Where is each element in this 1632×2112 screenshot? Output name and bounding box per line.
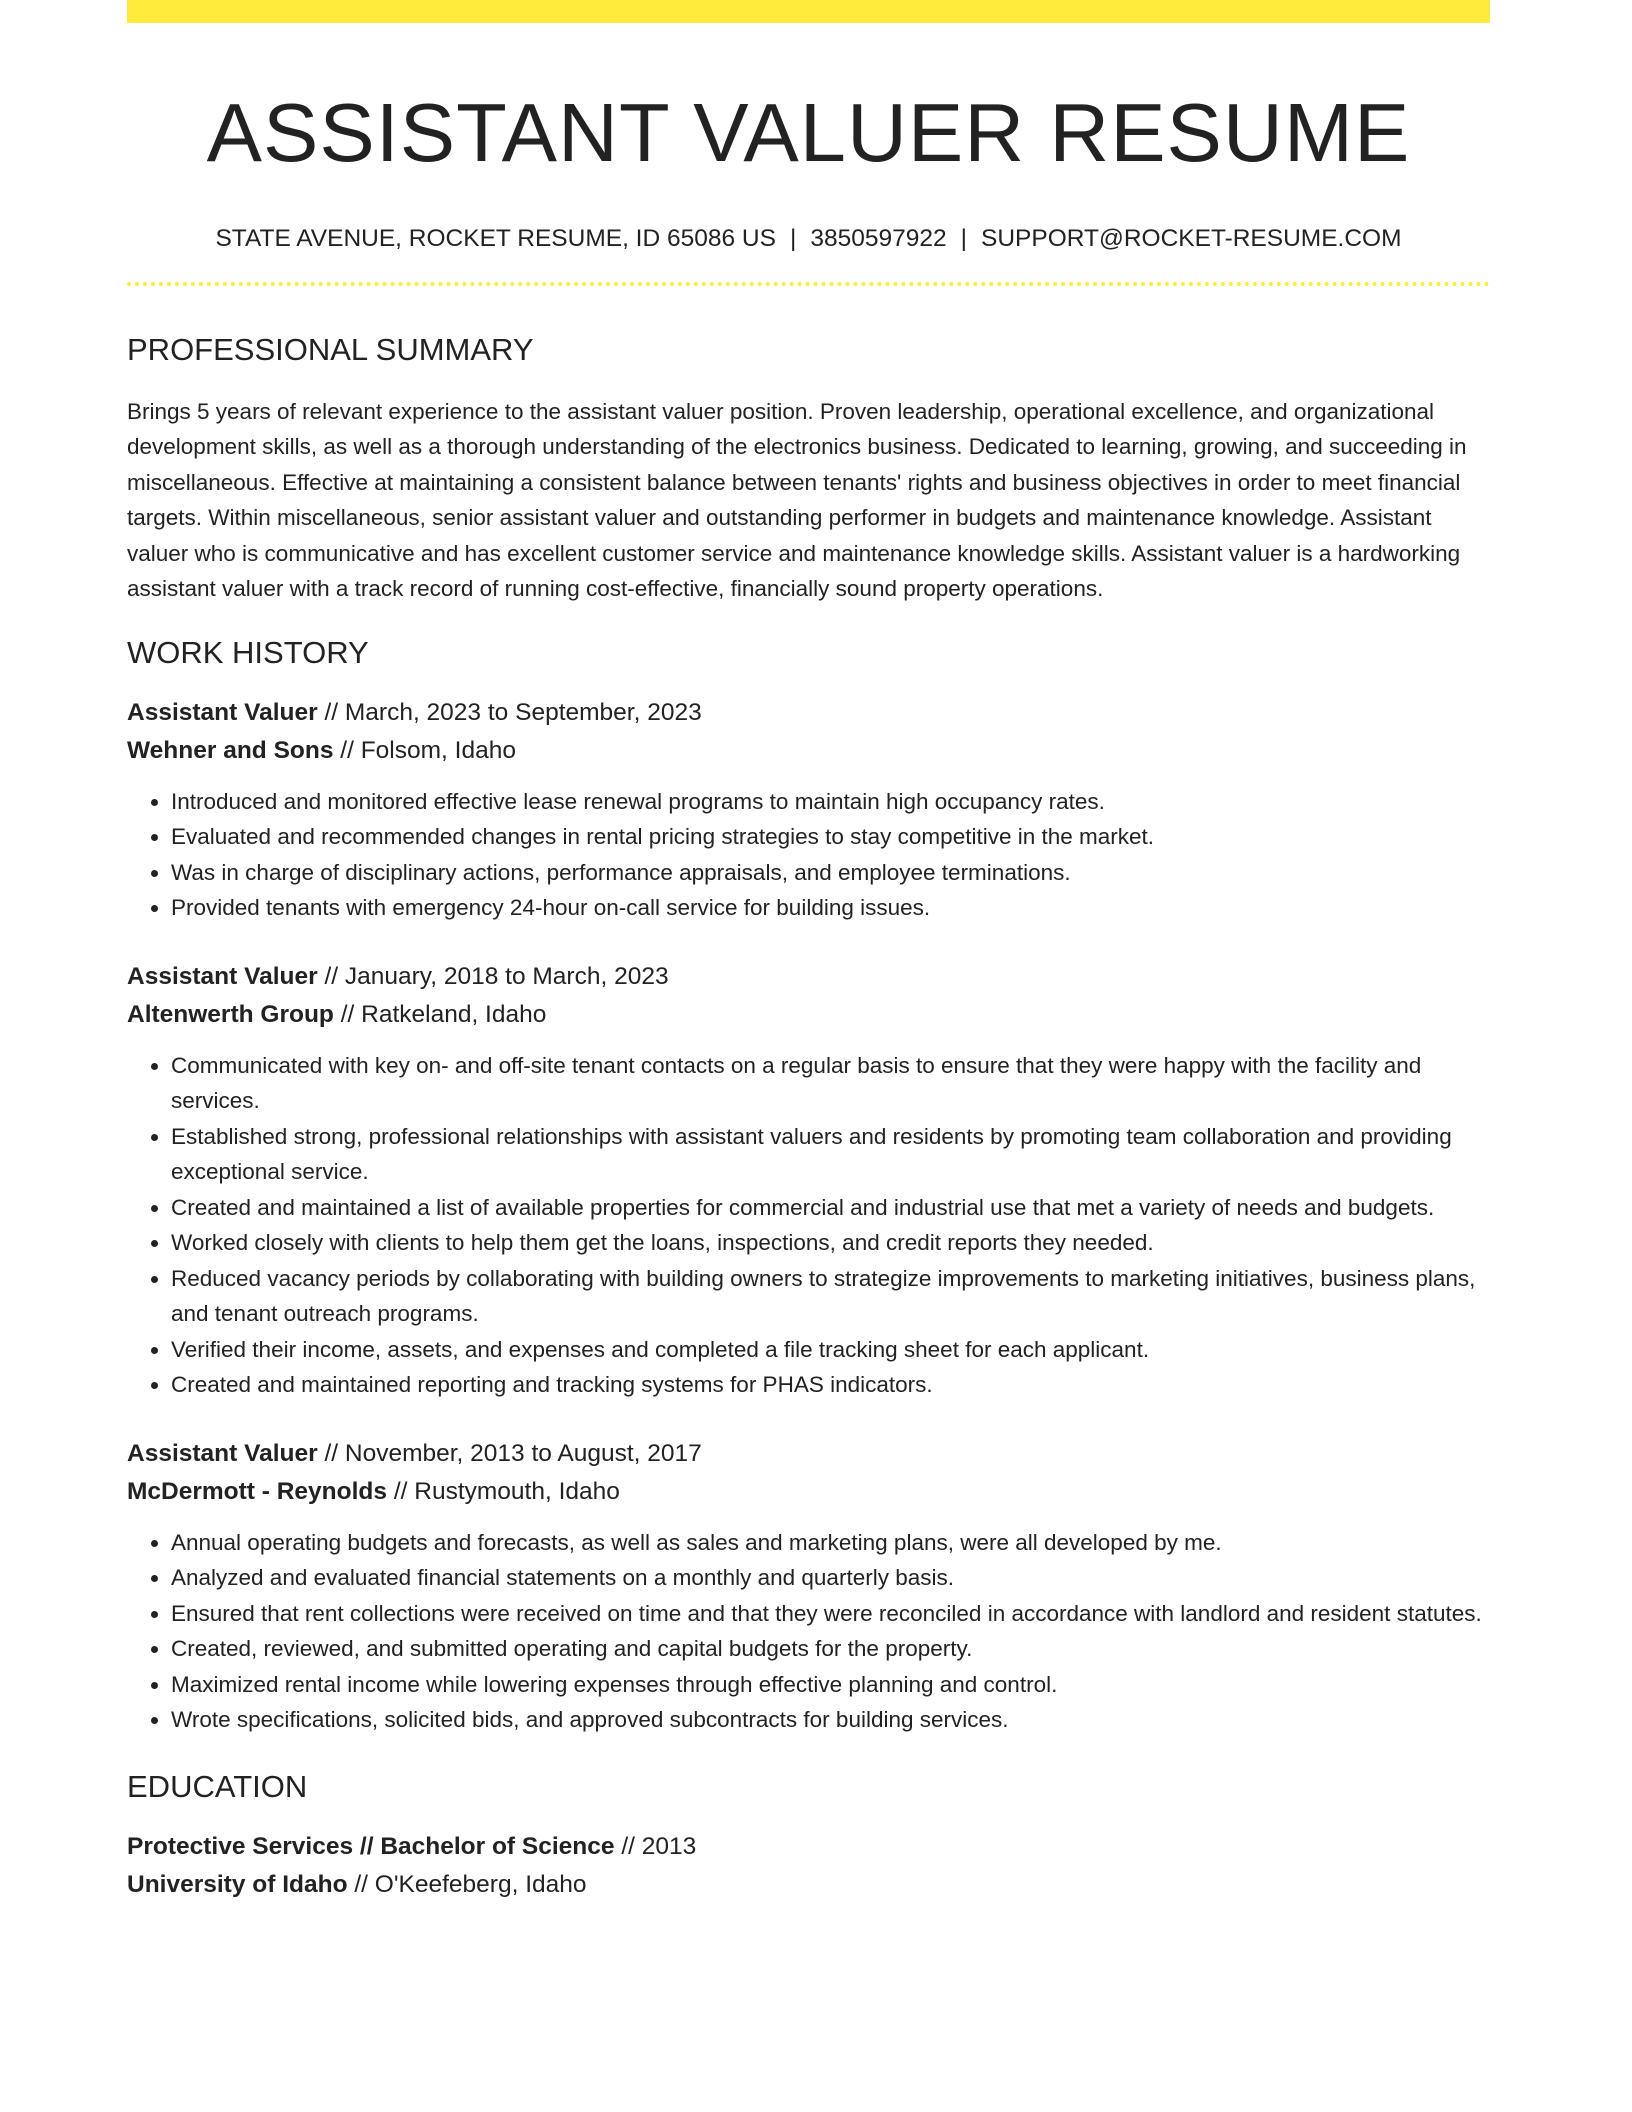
- job-bullet: • Created and maintained a list of available properties for commercial and industrial use that met a variety of needs and budgets.: [171, 1190, 1490, 1226]
- job-bullet: • Established strong, professional relationships with assistant valuers and residents by promoting team collaboration and providing exceptional service.: [171, 1119, 1490, 1190]
- resume-page: [127, 0, 1490, 1904]
- contact-phone: 3850597922: [810, 224, 947, 252]
- job-bullet: • Maximized rental income while lowering expenses through effective planning and control.: [171, 1667, 1490, 1703]
- job-bullet: • Wrote specifications, solicited bids, and approved subcontracts for building services.: [171, 1702, 1490, 1738]
- job-bullet: • Worked closely with clients to help them get the loans, inspections, and credit reports they needed.: [171, 1225, 1490, 1261]
- job-entry: [127, 958, 1490, 1403]
- job-bullet-list: [127, 1525, 1490, 1738]
- contact-address: STATE AVENUE, ROCKET RESUME, ID 65086 US: [215, 224, 776, 252]
- job-entry: [127, 1435, 1490, 1738]
- education-year: // 2013: [621, 1833, 697, 1860]
- job-bullet: • Was in charge of disciplinary actions, performance appraisals, and employee terminations.: [171, 855, 1490, 891]
- job-bullet: • Annual operating budgets and forecasts, as well as sales and marketing plans, were all developed by me.: [171, 1525, 1490, 1561]
- job-bullet: • Communicated with key on- and off-site tenant contacts on a regular basis to ensure that they were happy with the facility and services.: [171, 1048, 1490, 1119]
- job-bullet-list: [127, 1048, 1490, 1403]
- job-company-line: [127, 1473, 1490, 1511]
- job-location: // Rustymouth, Idaho: [393, 1477, 620, 1505]
- work-history-list: [127, 694, 1490, 1738]
- job-company-line: [127, 996, 1490, 1034]
- work-history-heading: WORK HISTORY: [127, 634, 369, 670]
- summary-text: Brings 5 years of relevant experience to the assistant valuer position. Proven leadership, operational excellence, and organizational development skills, as well as a thorough understanding of the electronics business. Dedicated to learning, growing, and succeeding in miscellaneous. Effective at maintaining a consistent balance between tenants' rights and business objectives in order to meet financial targets. Within miscellaneous, senior assistant valuer and outstanding performer in budgets and maintenance knowledge. Assistant valuer who is communicative and has excellent customer service and maintenance knowledge skills. Assistant valuer is a hardworking assistant valuer with a track record of running cost-effective, financially sound property operations.: [127, 398, 1467, 602]
- job-title: Assistant Valuer: [127, 962, 318, 990]
- education-school: University of Idaho: [127, 1871, 348, 1898]
- job-bullet: • Evaluated and recommended changes in rental pricing strategies to stay competitive in the market.: [171, 819, 1490, 855]
- education-heading: EDUCATION: [127, 1768, 308, 1804]
- education-degree-line: [127, 1828, 1490, 1866]
- contact-email: SUPPORT@ROCKET-RESUME.COM: [980, 224, 1402, 252]
- job-entry: [127, 694, 1490, 926]
- job-title-line: [127, 694, 1490, 732]
- education-school-line: [127, 1866, 1490, 1904]
- education-entry: [127, 1828, 1490, 1904]
- dotted-divider: [127, 282, 1490, 286]
- job-dates: // November, 2013 to August, 2017: [324, 1439, 702, 1467]
- job-dates: // January, 2018 to March, 2023: [324, 962, 669, 990]
- job-bullet: • Provided tenants with emergency 24-hour on-call service for building issues.: [171, 890, 1490, 926]
- job-bullet-list: [127, 784, 1490, 926]
- job-title: Assistant Valuer: [127, 1439, 318, 1467]
- job-title: Assistant Valuer: [127, 698, 318, 726]
- job-company: Wehner and Sons: [127, 736, 334, 764]
- job-title-line: [127, 1435, 1490, 1473]
- job-bullet: • Analyzed and evaluated financial statements on a monthly and quarterly basis.: [171, 1560, 1490, 1596]
- job-bullet: • Verified their income, assets, and expenses and completed a file tracking sheet for each applicant.: [171, 1332, 1490, 1368]
- job-bullet: • Reduced vacancy periods by collaborating with building owners to strategize improvements to marketing initiatives, business plans, and tenant outreach programs.: [171, 1261, 1490, 1332]
- job-title-line: [127, 958, 1490, 996]
- job-company-line: [127, 732, 1490, 770]
- job-bullet: • Created and maintained reporting and tracking systems for PHAS indicators.: [171, 1367, 1490, 1403]
- job-bullet: • Created, reviewed, and submitted operating and capital budgets for the property.: [171, 1631, 1490, 1667]
- job-bullet: • Introduced and monitored effective lease renewal programs to maintain high occupancy rates.: [171, 784, 1490, 820]
- job-company: Altenwerth Group: [127, 1000, 334, 1028]
- education-degree: Protective Services // Bachelor of Science: [127, 1833, 615, 1860]
- summary-heading: PROFESSIONAL SUMMARY: [127, 332, 534, 368]
- top-accent-bar: [127, 0, 1490, 23]
- job-company: McDermott - Reynolds: [127, 1477, 388, 1505]
- contact-separator: |: [789, 224, 797, 252]
- education-location: // O'Keefeberg, Idaho: [354, 1871, 587, 1898]
- job-location: // Ratkeland, Idaho: [340, 1000, 547, 1028]
- contact-line: [127, 223, 1490, 255]
- job-bullet: • Ensured that rent collections were received on time and that they were reconciled in accordance with landlord and resident statutes.: [171, 1596, 1490, 1632]
- contact-separator: |: [960, 224, 967, 252]
- job-dates: // March, 2023 to September, 2023: [324, 698, 702, 726]
- resume-title: ASSISTANT VALUER RESUME: [206, 86, 1411, 179]
- job-location: // Folsom, Idaho: [340, 736, 516, 764]
